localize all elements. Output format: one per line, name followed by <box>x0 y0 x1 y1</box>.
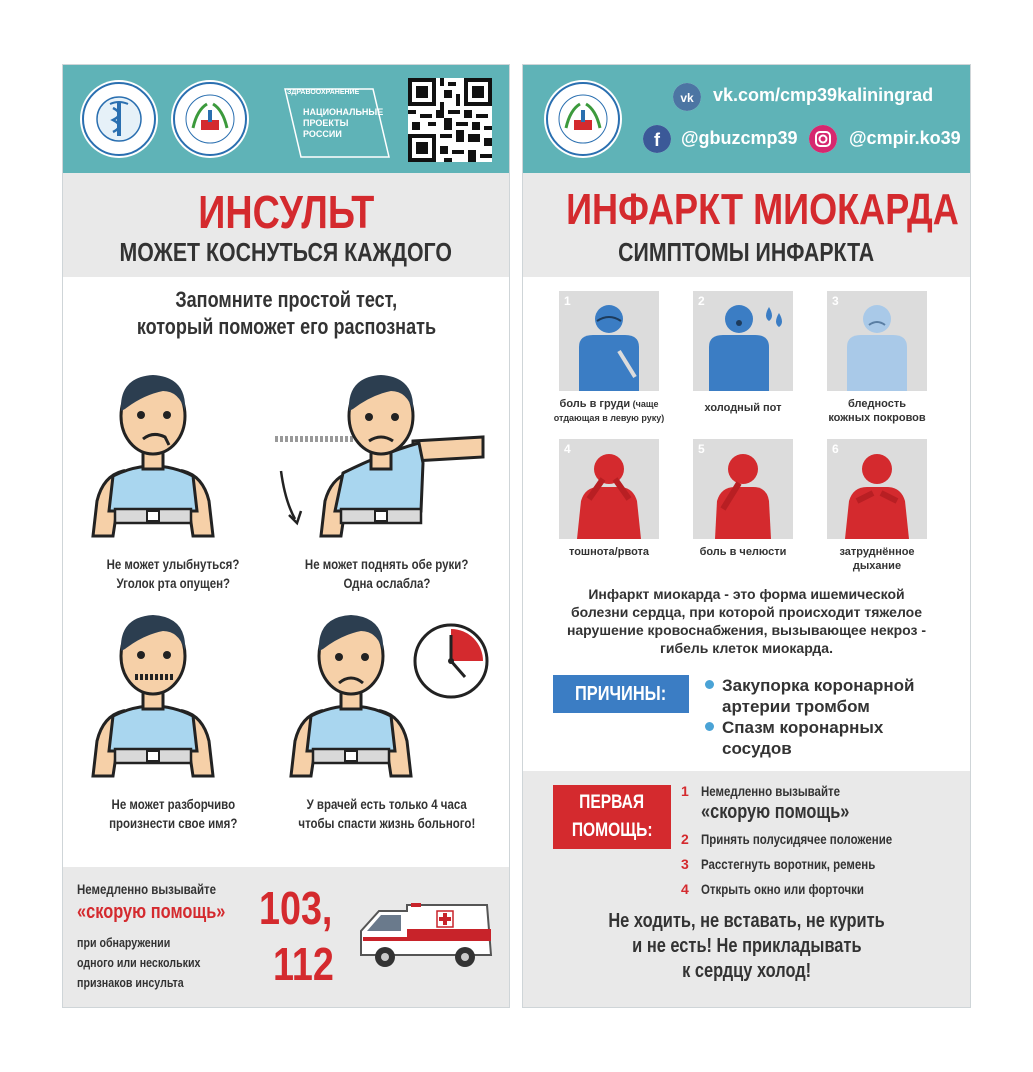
symptom-2-line1: холодный пот <box>704 402 782 414</box>
symptom-5-line1: боль в челюсти <box>699 546 787 558</box>
symptom-tile-nausea <box>559 439 659 539</box>
instagram-link[interactable]: @cmpir.ko39 <box>849 128 961 148</box>
warning-text <box>523 909 970 984</box>
step-4-text: Открыть окно или форточки <box>701 881 864 897</box>
sign-2-caption <box>277 555 497 593</box>
phone-103[interactable]: 103, <box>259 882 333 934</box>
pallor-figure <box>827 291 927 391</box>
symptom-tile-pallor <box>827 291 927 391</box>
first-aid-label-2: ПОМОЩЬ: <box>571 820 653 841</box>
np-line2: ПРОЕКТЫ <box>303 118 349 128</box>
symptom-5-caption <box>673 545 813 559</box>
definition-line-2: болезни сердца, при которой происходит тяжелое <box>570 604 923 620</box>
right-header-band <box>523 65 970 173</box>
symptom-4-num: 4 <box>564 442 571 456</box>
definition-line-4: гибель клеток миокарда. <box>660 640 833 656</box>
symptom-1-caption <box>539 397 679 425</box>
man-not-smiling-illustration <box>83 361 223 541</box>
stroke-title: ИНСУЛЬТ <box>198 186 374 238</box>
definition-line-1: Инфаркт миокарда - это форма ишемической <box>588 586 905 602</box>
sign-2-line1: Не может поднять обе руки? <box>305 556 469 572</box>
phone-112[interactable]: 112 <box>273 938 334 990</box>
symptom-3-num: 3 <box>832 294 839 308</box>
symptom-6-caption <box>807 545 947 573</box>
warning-line-3: к сердцу холод! <box>682 960 811 982</box>
warning-line-2: и не есть! Не прикладывать <box>631 935 862 957</box>
cause-1-line1: Закупорка коронарной <box>722 676 915 695</box>
jaw-pain-figure <box>693 439 793 539</box>
step-2-text: Принять полусидячее положение <box>701 831 893 847</box>
symptom-1-note: (чаще <box>630 399 659 409</box>
call-line: Немедленно вызывайте <box>77 881 217 897</box>
test-line-2: который поможет его распознать <box>136 314 436 339</box>
sign-1-line2: Уголок рта опущен? <box>116 575 230 591</box>
infarction-title: ИНФАРКТ МИОКАРДА <box>566 185 959 234</box>
first-aid-label <box>553 785 671 849</box>
sign-4-line1: У врачей есть только 4 часа <box>306 796 468 812</box>
symptom-2-caption <box>673 401 813 415</box>
sign-1-caption <box>73 555 273 593</box>
symptom-4-line1: тошнота/рвота <box>568 546 650 558</box>
symptom-tile-jaw-pain <box>693 439 793 539</box>
sign-4-caption <box>277 795 497 833</box>
vk-link[interactable]: vk.com/cmp39kaliningrad <box>713 85 934 105</box>
nausea-figure <box>559 439 659 539</box>
ambulance-text: «скорую помощь» <box>77 901 226 923</box>
symptom-6-line1: затруднённое <box>839 546 915 558</box>
symptom-1-line1: боль в груди <box>559 398 631 410</box>
test-line-1: Запомните простой тест, <box>175 287 397 312</box>
symptom-2-num: 2 <box>698 294 705 308</box>
definition-text <box>523 585 970 657</box>
np-line1: НАЦИОНАЛЬНЫЕ <box>303 107 384 117</box>
detect-line-1: при обнаружении <box>77 935 171 950</box>
warning-line-1: Не ходить, не вставать, не курить <box>608 910 885 932</box>
center-logo <box>171 80 249 158</box>
sign-4-line2: чтобы спасти жизнь больного! <box>298 815 476 831</box>
symptom-6-line2: дыхание <box>852 560 902 572</box>
detect-line-3: признаков инсульта <box>77 975 184 990</box>
step-1-text: Немедленно вызывайте <box>701 783 841 799</box>
cause-2 <box>705 717 883 759</box>
infarction-subtitle: СИМПТОМЫ ИНФАРКТА <box>618 237 875 267</box>
symptom-6-num: 6 <box>832 442 839 456</box>
step-2-num: 2 <box>681 831 689 847</box>
ministry-logo <box>80 80 158 158</box>
symptom-4-caption <box>539 545 679 559</box>
breathing-figure <box>827 439 927 539</box>
np-small-text: ЗДРАВООХРАНЕНИЕ <box>287 89 360 96</box>
sign-2-line2: Одна ослабла? <box>343 575 431 591</box>
step-1-ambulance <box>701 801 882 824</box>
step-1-num: 1 <box>681 783 689 799</box>
ambulance-icon <box>357 901 495 971</box>
right-center-logo <box>544 80 622 158</box>
cause-1-line2: артерии тромбом <box>722 697 870 716</box>
step-4-num: 4 <box>681 881 689 897</box>
step-3 <box>681 856 914 872</box>
bullet-dot-icon <box>705 680 714 689</box>
step-3-text: Расстегнуть воротник, ремень <box>701 856 876 872</box>
cold-sweat-figure <box>693 291 793 391</box>
infarction-poster <box>522 64 971 1008</box>
left-header-band <box>63 65 509 173</box>
cause-2-line1: Спазм коронарных <box>722 718 884 737</box>
cause-1 <box>705 675 914 717</box>
step-4 <box>681 881 900 897</box>
step-2 <box>681 831 934 847</box>
right-title-band <box>523 173 970 277</box>
qr-code[interactable] <box>408 78 492 162</box>
causes-label <box>553 675 689 713</box>
instagram-icon[interactable] <box>809 125 837 153</box>
left-title-band <box>63 173 509 277</box>
symptom-1-line2: отдающая в левую руку) <box>553 413 665 423</box>
np-line3: РОССИИ <box>303 129 342 139</box>
stroke-subtitle: МОЖЕТ КОСНУТЬСЯ КАЖДОГО <box>119 237 453 267</box>
symptom-3-line2: кожных покровов <box>828 412 926 424</box>
bullet-dot-icon <box>705 722 714 731</box>
symptom-3-caption <box>807 397 947 425</box>
sign-1-line1: Не может улыбнуться? <box>106 556 240 572</box>
symptom-tile-cold-sweat <box>693 291 793 391</box>
facebook-link[interactable]: @gbuzcmp39 <box>681 128 798 148</box>
detect-line-2: одного или нескольких <box>77 955 201 970</box>
facebook-icon[interactable] <box>643 125 671 153</box>
first-aid-band <box>523 771 970 1008</box>
sign-3-line2: произнести свое имя? <box>108 815 238 831</box>
sign-3-caption <box>73 795 273 833</box>
stroke-poster <box>62 64 510 1008</box>
symptom-1-num: 1 <box>564 294 571 308</box>
chest-pain-figure <box>559 291 659 391</box>
symptom-tile-breathing <box>827 439 927 539</box>
national-projects-logo <box>281 83 393 163</box>
left-footer-band <box>63 867 509 1008</box>
step-1 <box>681 783 871 799</box>
man-slurred-speech-illustration <box>83 601 223 781</box>
svg-text:f: f <box>654 130 660 150</box>
vk-icon[interactable] <box>673 83 701 111</box>
man-with-clock-illustration <box>281 601 501 781</box>
step-1-ambulance-text: «скорую помощь» <box>701 801 850 823</box>
definition-line-3: нарушение кровоснабжения, вызывающее некроз - <box>566 622 927 638</box>
first-aid-label-1: ПЕРВАЯ <box>579 792 645 813</box>
sign-3-line1: Не может разборчиво <box>111 796 235 812</box>
symptom-3-line1: бледность <box>848 398 906 410</box>
cause-2-line2: сосудов <box>722 739 792 758</box>
symptom-5-num: 5 <box>698 442 705 456</box>
symptom-tile-chest-pain <box>559 291 659 391</box>
svg-text:vk: vk <box>680 91 694 105</box>
causes-label-text: ПРИЧИНЫ: <box>575 683 667 705</box>
step-3-num: 3 <box>681 856 689 872</box>
man-raising-arm-illustration <box>273 361 503 541</box>
